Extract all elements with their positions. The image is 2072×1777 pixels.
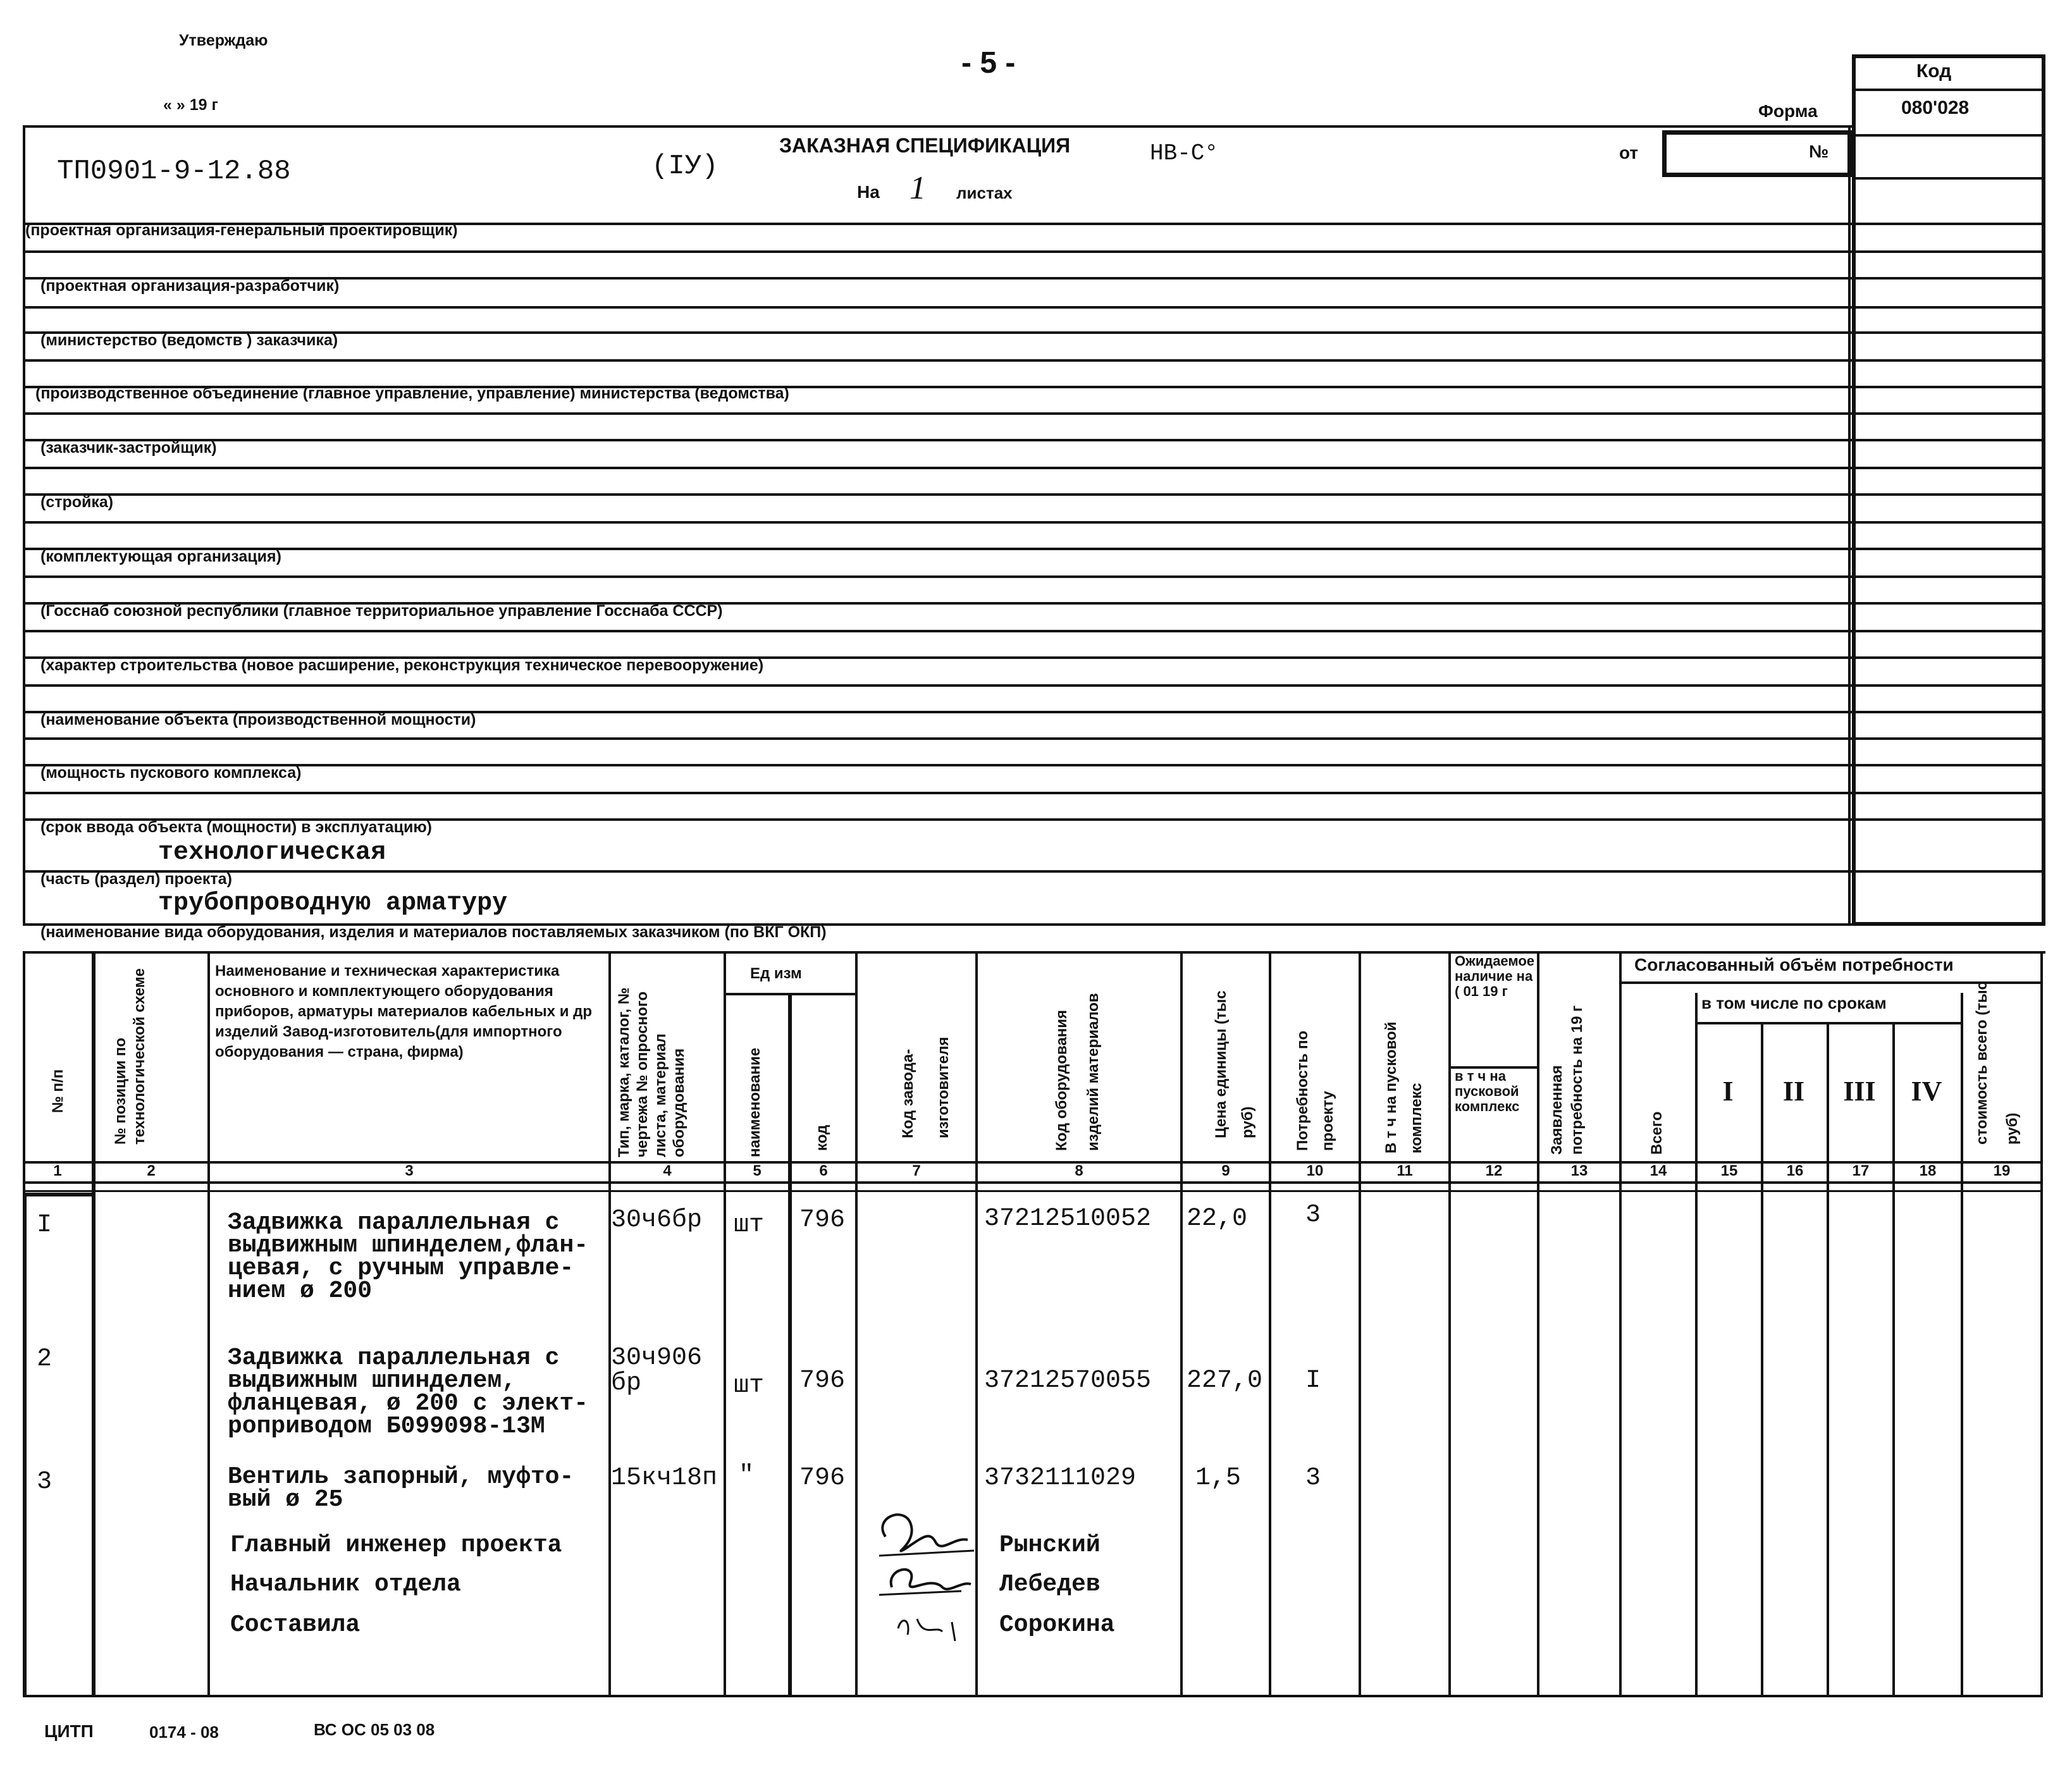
code-box-label: Код: [1916, 61, 1952, 82]
row-description: Задвижка параллельная с выдвижным шпинделем, фланцевая, ø 200 с элект- роприводом Б099098-13М: [228, 1344, 589, 1440]
col-number: 9: [1221, 1162, 1230, 1179]
forma-code: 080'028: [1901, 97, 1970, 118]
row-unit-code: 796: [799, 1206, 846, 1234]
header-col-17: III: [1843, 1076, 1876, 1107]
sheets-suffix: листах: [956, 183, 1013, 202]
row-unit: ": [739, 1461, 755, 1490]
field-startup-capacity: (мощность пускового комплекса): [40, 764, 302, 782]
field-object-name: (наименование объекта (производственной мощности): [40, 711, 476, 729]
sheets-prefix: На: [857, 182, 880, 202]
row-price: 22,0: [1187, 1205, 1248, 1233]
header-col-13: Заявленная потребность на 19 г: [1548, 1005, 1586, 1155]
col-number: 5: [753, 1162, 762, 1179]
col-number: 7: [912, 1162, 921, 1179]
col-number: 8: [1075, 1162, 1083, 1179]
col-number: 14: [1650, 1162, 1667, 1179]
row-type: 30ч906 бр: [611, 1344, 703, 1398]
signature-role: Начальник отдела: [230, 1571, 461, 1598]
code-box: [1852, 54, 2045, 926]
field-gossnab: (Госснаб союзной республики (главное территориальное управление Госснаба СССР): [40, 602, 723, 620]
col-number: 10: [1306, 1162, 1324, 1179]
header-col-7: Код завода-изготовителя: [899, 1036, 952, 1138]
row-equipment-code: 3732111029: [984, 1464, 1137, 1492]
header-col-8: Код оборудования изделий материалов: [1053, 993, 1102, 1151]
approve-label: Утверждаю: [179, 32, 268, 49]
field-ministry: (министерство (ведомств ) заказчика): [40, 331, 338, 349]
row-equipment-code: 37212510052: [984, 1205, 1152, 1233]
row-price: 227,0: [1187, 1367, 1263, 1395]
spec-heading: ЗАКАЗНАЯ СПЕЦИФИКАЦИЯ: [779, 134, 1071, 157]
col-number: 2: [147, 1162, 156, 1179]
row-description: Задвижка параллельная с выдвижным шпинделем,флан- цевая, с ручным управле- нием ø 200: [228, 1209, 589, 1305]
field-construction: (стройка): [40, 493, 114, 511]
header-col-2: № позиции по технологической схеме: [112, 968, 148, 1145]
field-equipment-kind: (наименование вида оборудования, изделия и материалов поставляемых заказчиком (по ВКГ ОКП): [40, 923, 827, 941]
row-unit-code: 796: [799, 1464, 846, 1492]
handwritten-signatures: [866, 1492, 980, 1657]
field-commissioning-date: (срок ввода объекта (мощности) в эксплуатацию): [40, 818, 432, 836]
footer-code-1: 0174 - 08: [149, 1723, 219, 1742]
header-col-3: Наименование и техническая характеристика основного и комплектующего оборудования приборов, арматуры материалов кабельных и др изделий Завод-изготовитель(для импортного оборудования — страна, фирма): [215, 962, 593, 1061]
header-col-19: стоимость всего (тыс руб): [1973, 981, 2021, 1145]
header-col-14: Всего: [1648, 1111, 1665, 1155]
field-general-designer: (проектная организация-генеральный проектировщик): [25, 221, 458, 239]
footer-code-2: ВС ОС 05 03 08: [314, 1720, 435, 1739]
col-number: 18: [1919, 1162, 1937, 1179]
col-number: 1: [53, 1162, 62, 1179]
col-number: 12: [1485, 1162, 1503, 1179]
field-construction-type: (характер строительства (новое расширение, реконструкция техническое перевооружение): [40, 656, 764, 674]
field-developer: (проектная организация-разработчик): [40, 277, 340, 295]
row-unit-code: 796: [799, 1367, 846, 1395]
header-col-10: Потребность по проекту: [1294, 1030, 1336, 1151]
header-col-5: наименование: [746, 1047, 763, 1157]
header-col-15: I: [1722, 1076, 1734, 1107]
ot-label: от: [1619, 143, 1639, 163]
row-equipment-code: 37212570055: [984, 1367, 1152, 1395]
signature-role: Составила: [230, 1611, 361, 1639]
approve-date-line: « » 19 г: [163, 96, 218, 114]
row-price: 1,5: [1195, 1464, 1242, 1492]
col-number: 4: [663, 1162, 672, 1179]
footer-org: ЦИТП: [44, 1721, 94, 1741]
field-project-part: (часть (раздел) проекта): [40, 870, 232, 888]
row-type: 30ч6бр: [611, 1206, 703, 1234]
field-completing-org: (комплектующая организация): [40, 548, 281, 565]
row-type: 15кч18п: [611, 1464, 718, 1492]
col-number: 11: [1397, 1162, 1413, 1179]
row-quantity: 3: [1305, 1464, 1321, 1492]
header-col-12b: в т ч на пусковой комплекс: [1455, 1068, 1520, 1114]
row-unit: шт: [734, 1372, 765, 1400]
field-customer: (заказчик-застройщик): [40, 439, 217, 457]
row-number: I: [37, 1211, 52, 1239]
signature-name: Рынский: [999, 1532, 1101, 1559]
row-number: 3: [37, 1468, 52, 1496]
row-description: Вентиль запорный, муфто- вый ø 25: [228, 1463, 574, 1513]
col-number: 3: [405, 1162, 414, 1179]
header-col-18: IV: [1911, 1076, 1942, 1107]
field-production-association: (производственное объединение (главное управление, управление) министерства (ведомства): [35, 384, 789, 402]
col-number: 16: [1786, 1162, 1804, 1179]
header-agreed: Согласованный объём потребности: [1634, 955, 1954, 975]
col-number: 15: [1720, 1162, 1738, 1179]
signature-name: Лебедев: [999, 1571, 1101, 1598]
row-quantity: I: [1305, 1367, 1321, 1395]
spec-code: НВ-С°: [1150, 140, 1219, 166]
row-quantity: 3: [1305, 1201, 1321, 1229]
row-unit: шт: [734, 1211, 765, 1239]
header-unit: Ед изм: [750, 965, 802, 982]
header-col-9: Цена единицы (тыс руб): [1212, 990, 1256, 1138]
row-number: 2: [37, 1345, 52, 1374]
project-code: ТП0901-9-12.88: [57, 156, 291, 187]
forma-label: Форма: [1758, 101, 1818, 121]
col-number: 17: [1852, 1162, 1870, 1179]
kind-value: трубопроводную арматуру: [158, 889, 508, 918]
header-col-11: В т ч на пусковой комплекс: [1383, 1021, 1425, 1153]
volume-label: (IУ): [651, 151, 718, 182]
part-value: технологическая: [158, 839, 386, 867]
page-number: - 5 -: [961, 46, 1016, 80]
col-number: 6: [819, 1162, 828, 1179]
header-col-1: № п/п: [49, 1069, 66, 1113]
col-number: 13: [1570, 1162, 1588, 1179]
sheets-count: 1: [910, 170, 926, 206]
signature-role: Главный инженер проекта: [230, 1532, 562, 1559]
number-label: №: [1809, 142, 1829, 161]
header-by-terms: в том числе по срокам: [1701, 993, 1887, 1012]
header-col-6: код: [813, 1124, 830, 1151]
signature-name: Сорокина: [999, 1611, 1115, 1639]
header-col-16: II: [1782, 1076, 1805, 1107]
header-col-12a: Ожидаемое наличие на ( 01 19 г: [1455, 953, 1535, 999]
col-number: 19: [1993, 1162, 2011, 1179]
header-col-4: Тип, марка, каталог, № чертежа № опросного листа, материал оборудования: [615, 987, 688, 1157]
